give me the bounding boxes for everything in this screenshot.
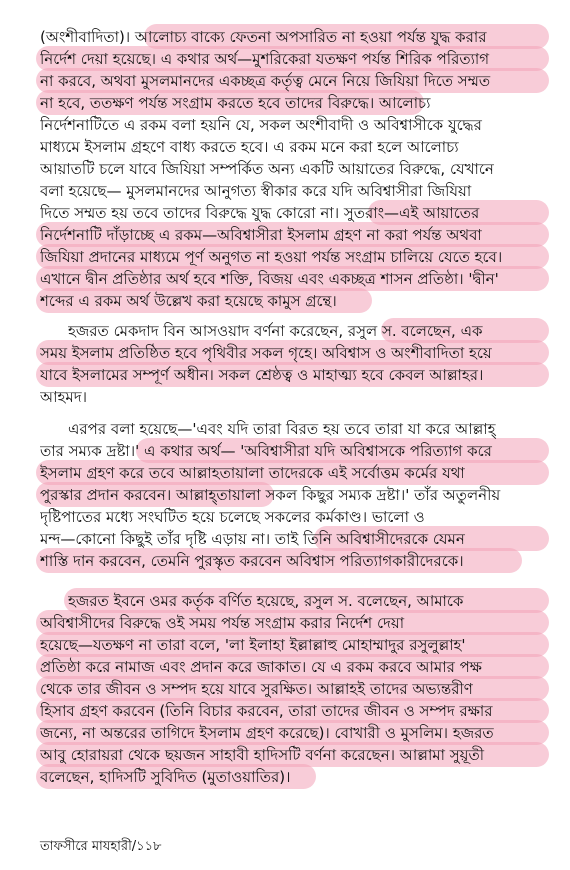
text-line-content: তার সম্যক দ্রষ্টা।' এ কথার অর্থ— 'অবিশ্বাসীরা যদি অবিশ্বাসকে পরিত্যাগ করে xyxy=(40,442,492,460)
text-line xyxy=(40,70,545,92)
text-line xyxy=(40,180,545,202)
text-line-content: হজরত ইবনে ওমর কর্তৃক বর্ণিত হয়েছে, রসুল স. বলেছেন, আমাকে xyxy=(68,592,464,610)
text-line-content: জিযিয়া প্রদানের মাধ্যমে পূর্ণ অনুগত না হওয়া পর্যন্ত সংগ্রাম চালিয়ে যেতে হবে। xyxy=(40,248,503,266)
text-line xyxy=(40,48,545,70)
text-line-content: এখানে দ্বীন প্রতিষ্ঠার অর্থ হবে শক্তি, বিজয় এবং একচ্ছত্র শাসন প্রতিষ্ঠা। 'দ্বীন' xyxy=(40,270,499,288)
text-line-content: যাবে ইসলামের সম্পূর্ণ অধীন। সকল শ্রেষ্ঠত্ব ও মাহাত্ম্য হবে কেবল আল্লাহর। xyxy=(40,366,484,384)
text-line xyxy=(40,484,545,506)
text-line-content: দৃষ্টিপাতের মধ্যে সংঘটিত হয়ে চলেছে সকলের কর্মকাণ্ড। ভালো ও xyxy=(40,508,425,526)
text-line-content: মন্দ—কোনো কিছুই তাঁর দৃষ্টি এড়ায় না। তাই তিনি অবিশ্বাসীদেরকে যেমন xyxy=(40,530,465,548)
text-line-content: হিসাব গ্রহণ করবেন (তিনি বিচার করবেন, তারা তাদের জীবন ও সম্পদ রক্ষার xyxy=(40,702,493,720)
text-line xyxy=(68,320,545,342)
text-line xyxy=(40,722,545,744)
text-line xyxy=(40,136,545,158)
text-line-content: নির্দেশনাটিতে এ রকম বলা হয়নি যে, সকল অংশীবাদী ও অবিশ্বাসীকে যুদ্ধের xyxy=(40,116,482,134)
text-line xyxy=(40,268,545,290)
text-line-content: শব্দের এ রকম অর্থ উল্লেখ করা হয়েছে কামুস গ্রন্থে। xyxy=(40,292,337,310)
text-line-content: আহমদ। xyxy=(40,388,87,406)
text-line xyxy=(40,506,545,528)
text-line-content: না হবে, ততক্ষণ পর্যন্ত সংগ্রাম করতে হবে তাদের বিরুদ্ধে। আলোচ্য xyxy=(40,94,431,112)
text-line-content: হয়েছে—যতক্ষণ না তারা বলে, 'লা ইলাহা ইল্লাল্লাহু মোহাম্মাদুর রসুলুল্লাহ' xyxy=(40,636,466,654)
text-line xyxy=(40,158,545,180)
text-line-content: মাধ্যমে ইসলাম গ্রহণে বাধ্য করতে হবে। এ রকম মনে করা হলে আলোচ্য xyxy=(40,138,459,156)
text-line xyxy=(40,342,545,364)
text-line-content: আবু হোরায়রা থেকে ছয়জন সাহাবী হাদিসটি বর্ণনা করেছেন। আল্লামা সুয়ূতী xyxy=(40,746,485,764)
text-line-content: জন্যে, না অন্তরের তাগিদে ইসলাম গ্রহণ করেছে)। বোখারী ও মুসলিম। হজরত xyxy=(40,724,494,742)
text-line xyxy=(40,92,545,114)
text-line-content: বলা হয়েছে— মুসলমানদের আনুগত্য স্বীকার করে যদি অবিশ্বাসীরা জিযিয়া xyxy=(40,182,472,200)
text-line xyxy=(40,290,545,312)
text-line xyxy=(40,224,545,246)
text-line-content: ইসলাম গ্রহণ করে তবে আল্লাহতায়ালা তাদেরকে এই সর্বোত্তম কর্মের যথা xyxy=(40,464,465,482)
text-line-content: প্রতিষ্ঠা করে নামাজ এবং প্রদান করে জাকাত। যে এ রকম করবে আমার পক্ষ xyxy=(40,658,482,676)
text-line xyxy=(40,364,545,386)
text-line xyxy=(40,700,545,722)
text-line xyxy=(40,246,545,268)
text-line-content: এরপর বলা হয়েছে—'এবং যদি তারা বিরত হয় তবে তারা যা করে আল্লাহ্ xyxy=(68,420,496,438)
text-line-content: আয়াতটি চলে যাবে জিযিয়া সম্পর্কিত অন্য একটি আয়াতের বিরুদ্ধে, যেখানে xyxy=(40,160,494,178)
text-line-content: অবিশ্বাসীদের বিরুদ্ধে ওই সময় পর্যন্ত সংগ্রাম করার নির্দেশ দেয়া xyxy=(40,614,405,632)
text-line-content: শাস্তি দান করবেন, তেমনি পুরস্কৃত করবেন অবিশ্বাস পরিত্যাগকারীদেরকে। xyxy=(40,552,464,570)
text-line xyxy=(40,26,545,48)
text-line-content: দিতে সম্মত হয় তবে তাদের বিরুদ্ধে যুদ্ধ কোরো না। সুতরাং—এই আয়াতের xyxy=(40,204,480,222)
text-line xyxy=(40,114,545,136)
page-footer: তাফসীরে মাযহারী/১১৮ xyxy=(40,839,162,854)
text-line-content: হজরত মেকদাদ বিন আসওয়াদ বর্ণনা করেছেন, রসুল স. বলেছেন, এক xyxy=(68,322,483,340)
text-line-content: (অংশীবাদিতা)। আলোচ্য বাক্যে ফেতনা অপসারিত না হওয়া পর্যন্ত যুদ্ধ করার xyxy=(40,28,487,46)
text-line xyxy=(40,678,545,700)
text-line-content: না করবে, অথবা মুসলমানদের একচ্ছত্র কর্তৃত্ব মেনে নিয়ে জিযিয়া দিতে সম্মত xyxy=(40,72,491,90)
text-line-content: নির্দেশনাটি দাঁড়াচ্ছে এ রকম—অবিশ্বাসীরা ইসলাম গ্রহণ না করা পর্যন্ত অথবা xyxy=(40,226,482,244)
text-line xyxy=(40,744,545,766)
text-line xyxy=(40,440,545,462)
text-line xyxy=(68,418,545,440)
text-line-content: নির্দেশ দেয়া হয়েছে। এ কথার অর্থ—মুশরিকেরা যতক্ষণ পর্যন্ত শিরিক পরিত্যাগ xyxy=(40,50,490,68)
text-line xyxy=(40,656,545,678)
text-line-content: সময় ইসলাম প্রতিষ্ঠিত হবে পৃথিবীর সকল গৃহে। অবিশ্বাস ও অংশীবাদিতা হয়ে xyxy=(40,344,492,362)
text-line xyxy=(40,202,545,224)
text-line-content: পুরস্কার প্রদান করবেন। আল্লাহ্তায়ালা সকল কিছুর সম্যক দ্রষ্টা।' তাঁর অতুলনীয় xyxy=(40,486,501,504)
text-line xyxy=(40,386,545,408)
text-line-content: বলেছেন, হাদিসটি সুবিদিত (মুতাওয়াতির)। xyxy=(40,768,291,786)
text-line-content: থেকে তার জীবন ও সম্পদ হয়ে যাবে সুরক্ষিত। আল্লাহই তাদের অভ্যন্তরীণ xyxy=(40,680,473,698)
